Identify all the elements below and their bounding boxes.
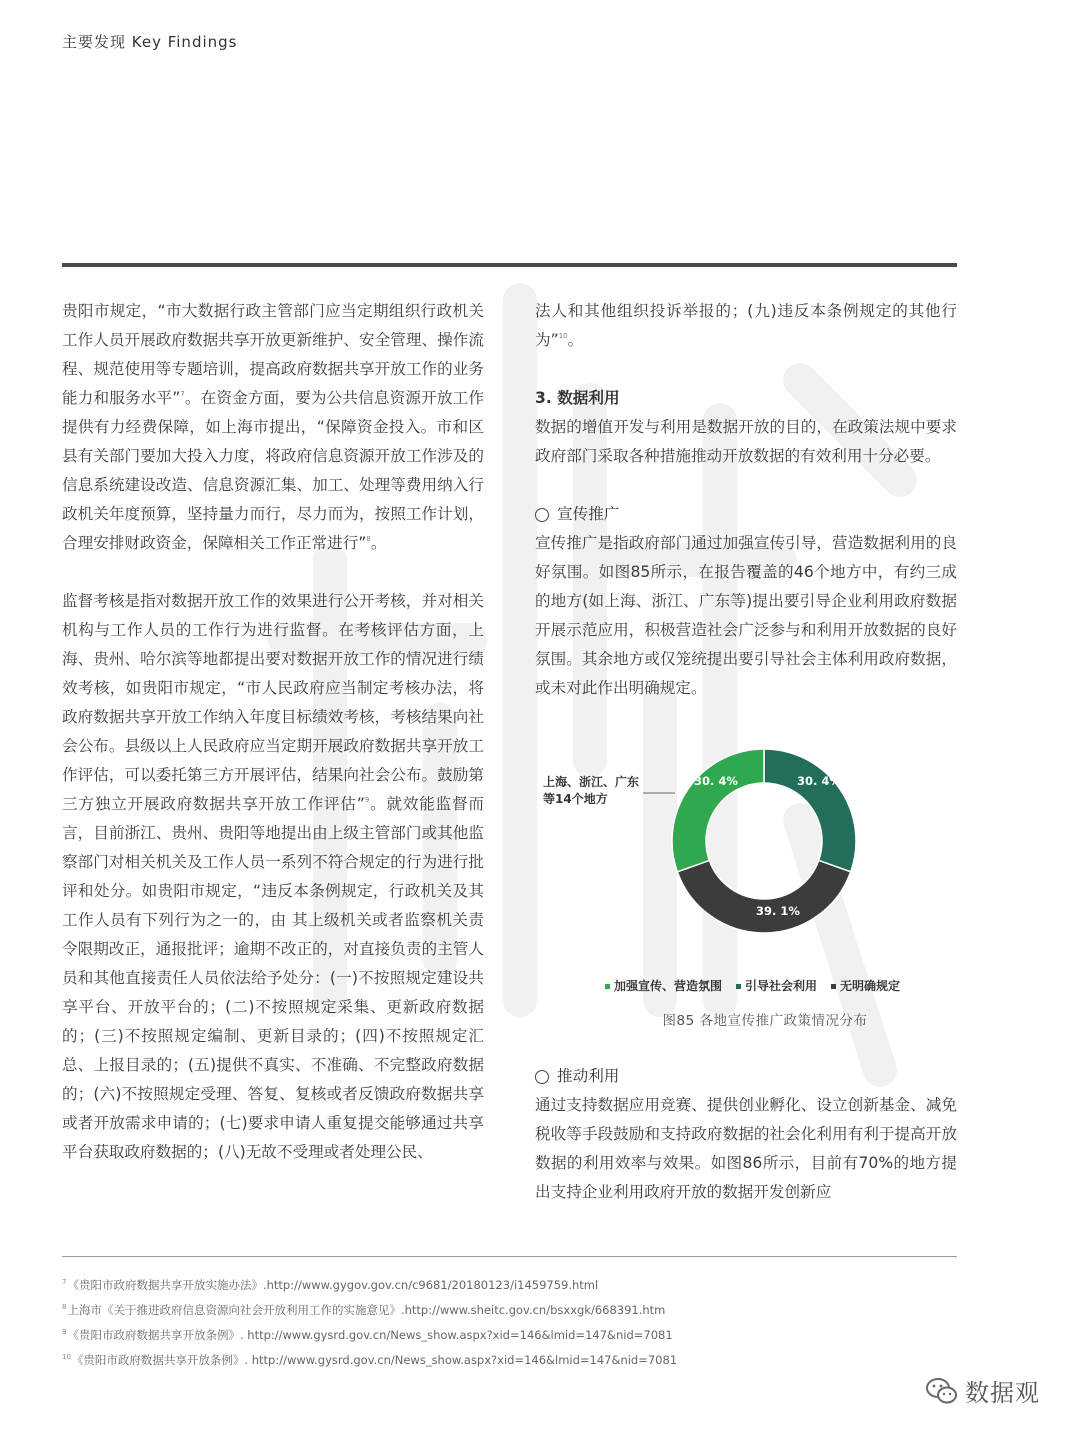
donut-chart (535, 717, 957, 1007)
legend-item (605, 972, 722, 1001)
footnote-item (62, 1296, 677, 1321)
footnote-ref[interactable]: 8 (366, 535, 371, 543)
promotion-text: 宣传推广是指政府部门通过加强宣传引导，营造数据利用的良好氛围。如图85所示，在报告覆盖的46个地方中，有约三成的地方(如上海、浙江、广东等)提出要引导企业利用政府数据开展示范应用，积极营造社会广泛参与和利用开放数据的良好氛围。其余地方或仅笼统提出要引导社会主体利用政府数据，或未对此作出明确规定。 (535, 534, 957, 697)
donut-slice (672, 749, 764, 872)
legend-swatch (831, 984, 836, 989)
legend-swatch (736, 984, 741, 989)
legend-label: 无明确规定 (840, 979, 901, 993)
paragraph-text: 。 (567, 331, 584, 349)
footnote-text[interactable]: 《贵阳市政府数据共享开放条例》. http://www.gysrd.gov.cn/News_show.aspx?xid=146&lmid=147&nid=7081 (67, 1328, 673, 1342)
right-column (535, 297, 957, 1207)
donut-slice (677, 860, 850, 933)
slice-value-label: 30. 4% (797, 774, 841, 788)
chart-callout (543, 774, 639, 808)
legend-label: 加强宣传、营造氛围 (614, 979, 723, 993)
paragraph-text: 贵阳市规定，“市大数据行政主管部门应当定期组织行政机关工作人员开展政府数据共享开放更新维护、安全管理、操作流程、规范使用等专题培训，提高政府数据共享开放工作的业务能力和服务水平” (62, 302, 484, 407)
callout-line-2: 等14个地方 (543, 792, 608, 806)
figure-caption: 图85 各地宣传推广政策情况分布 (662, 1013, 868, 1029)
paragraph-training-funding (62, 297, 484, 558)
subheading-label: 推动利用 (557, 1067, 620, 1085)
footnote-divider (62, 1256, 957, 1257)
footnote-number: 9 (62, 1328, 67, 1336)
footnote-number: 8 (62, 1303, 67, 1311)
subheading-promotion (535, 500, 957, 529)
figure-85-chart (535, 717, 957, 1062)
legend-label: 引导社会利用 (745, 979, 818, 993)
slice-value-label: 39. 1% (756, 904, 800, 918)
paragraph-text: 。就效能监督而言，目前浙江、贵州、贵阳等地提出由上级主管部门或其他监察部门对相关机关及工作人员一系列不符合规定的行为进行批评和处分。如贵阳市规定，“违反本条例规定，行政机关及其工作人员有下列行为之一的，由 其上级机关或者监察机关责令限期改正，通报批评；逾期不改正的，对直接负责的主管人员和其他直接责任人员依法给予处分：(一)不按照规定建设共享平台、开放平台的；(二)不按照规定采集、更新政府数据的；(三)不按照规定编制、更新目录的；(四)不按照规定汇总、上报目录的；(五)提供不真实、不准确、不完整政府数据的；(六)不按照规定受理、答复、复核或者反馈政府数据共享或者开放需求申请的；(七)要求申请人重复提交能够通过共享平台获取政府数据的；(八)无故不受理或者处理公民、 (62, 795, 484, 1161)
footnote-text[interactable]: 《贵阳市政府数据共享开放条例》. http://www.gysrd.gov.cn/News_show.aspx?xid=146&lmid=147&nid=7081 (71, 1353, 678, 1367)
wechat-icon (925, 1376, 959, 1406)
legend-item (736, 972, 817, 1001)
spacer (535, 355, 957, 384)
top-divider (62, 263, 957, 267)
subheading-label: 宣传推广 (557, 505, 620, 523)
footnote-text[interactable]: 《贵阳市政府数据共享开放实施办法》.http://www.gygov.gov.cn/c9681/20180123/i1459759.html (67, 1278, 599, 1292)
footnote-number: 7 (62, 1278, 67, 1286)
paragraph-text: 。在资金方面，要为公共信息资源开放工作提供有力经费保障，如上海市提出，“保障资金投入。市和区县有关部门要加大投入力度，将政府信息资源开放工作涉及的信息系统建设改造、信息资源汇集、加工、处理等费用纳入行政机关年度预算，坚持量力而行，尽力而为，按照工作计划，合理安排财政资金，保障相关工作正常进行” (62, 389, 484, 552)
donut-slice (764, 749, 856, 872)
footnote-text[interactable]: 上海市《关于推进政府信息资源向社会开放利用工作的实施意见》.http://www.sheitc.gov.cn/bsxxgk/668391.htm (67, 1303, 666, 1317)
circle-bullet-icon (535, 508, 549, 522)
footnote-number: 10 (62, 1353, 71, 1361)
utilization-text: 通过支持数据应用竞赛、提供创业孵化、设立创新基金、减免税收等手段鼓励和支持政府数据的社会化利用有利于提高开放数据的利用效率与效果。如图86所示，目前有70%的地方提出支持企业利用政府开放的数据开发创新应 (535, 1096, 957, 1201)
footnotes (62, 1271, 677, 1371)
brand-name: 数据观 (965, 1379, 1040, 1407)
left-column (62, 297, 484, 1167)
footnote-item (62, 1346, 677, 1371)
header-label: 主要发现 Key Findings (62, 33, 238, 51)
spacer (62, 558, 484, 587)
footnote-item (62, 1271, 677, 1296)
footnote-ref[interactable]: 10 (558, 332, 568, 340)
paragraph-supervision (62, 587, 484, 1167)
subheading-utilization (535, 1062, 957, 1091)
footnote-ref[interactable]: 9 (364, 796, 370, 804)
circle-bullet-icon (535, 1070, 549, 1084)
callout-line-1: 上海、浙江、广东 (543, 775, 640, 789)
paragraph-continued (535, 297, 957, 355)
section-heading-data-use: 3. 数据利用 (535, 389, 620, 407)
section-intro: 数据的增值开发与利用是数据开放的目的，在政策法规中要求政府部门采取各种措施推动开放数据的有效利用十分必要。 (535, 418, 957, 465)
legend-swatch (605, 984, 610, 989)
legend-item (831, 972, 900, 1001)
footnote-ref[interactable]: 7 (180, 390, 185, 398)
paragraph-text: 法人和其他组织投诉举报的；(九)违反本条例规定的其他行为” (535, 302, 957, 349)
chart-legend (605, 972, 900, 1001)
spacer (535, 471, 957, 500)
brand-mark[interactable] (925, 1373, 1040, 1408)
footnote-item (62, 1321, 677, 1346)
slice-value-label: 30. 4% (694, 774, 738, 788)
paragraph-text: 监督考核是指对数据开放工作的效果进行公开考核，并对相关机构与工作人员的工作行为进行监督。在考核评估方面，上海、贵州、哈尔滨等地都提出要对数据开放工作的情况进行绩效考核，如贵阳市规定，“市人民政府应当制定考核办法，将政府数据共享开放工作纳入年度目标绩效考核，考核结果向社会公布。县级以上人民政府应当定期开展政府数据共享开放工作评估，可以委托第三方开展评估，结果向社会公布。鼓励第三方独立开展政府数据共享开放工作评估” (62, 592, 484, 813)
spacer (535, 703, 957, 717)
paragraph-text: 。 (370, 534, 387, 552)
